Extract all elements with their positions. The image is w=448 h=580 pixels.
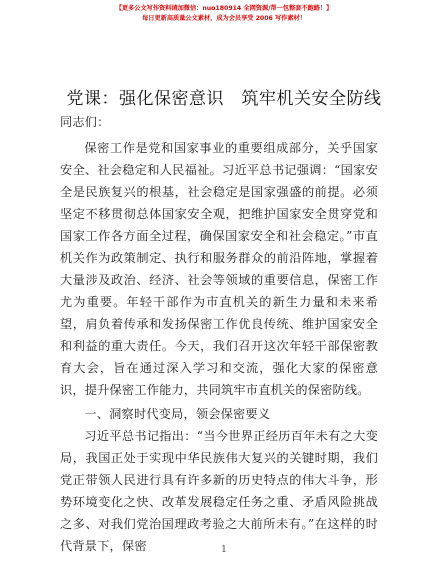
promo-banner [0, 4, 448, 24]
promo-banner-line1: 【更多公文写作资料请加微信：nuo180914 全网资源/帮一包整套不跑路！】 [115, 5, 333, 12]
paragraph-1: 保密工作是党和国家事业的重要组成部分，关乎国家安全、社会稳定和人民福祉。习近平总书记强调：“国家安全是民族复兴的根基，社会稳定是国家强盛的前提。必须坚定不移贯彻总体国家安全观，把维护国家安全贯穿党和国家工作各方面全过程，确保国家安全和社会稳定。”市直机关作为政策制定、执行和服务群众的前沿阵地，掌握着大量涉及政治、经济、社会等领域的重要信息，保密工作尤为重要。年轻干部作为市直机关的新生力量和未来希望，肩负着传承和发扬保密工作优良传统、维护国家安全和利益的重大责任。今天，我们召开这次年轻干部保密教育大会，旨在通过深入学习和交流，强化大家的保密意识，提升保密工作能力，共同筑牢市直机关的保密防线。 [60, 141, 378, 397]
promo-banner-line2: 每日更新高质量公文素材，成为会员享受 2006 写作素材！ [142, 15, 306, 22]
greeting: 同志们： [60, 115, 110, 129]
document-body [60, 111, 378, 557]
document-title: 党课：强化保密意识 筑牢机关安全防线 [66, 89, 382, 109]
paragraph-2: 习近平总书记指出：“当今世界正经历百年未有之大变局，我国正处于实现中华民族伟大复兴的关键时期，我们党正带领人民进行具有许多新的历史特点的伟大斗争，形势环境变化之快、改革发展稳定任务之重、矛盾风险挑战之多、对我们党治国理政考验之大前所未有。”在这样的时代背景下，保密 [60, 429, 378, 553]
page-number: 1 [221, 545, 227, 555]
section-heading-1: 一、洞察时代变局，领会保密要义 [84, 407, 271, 421]
